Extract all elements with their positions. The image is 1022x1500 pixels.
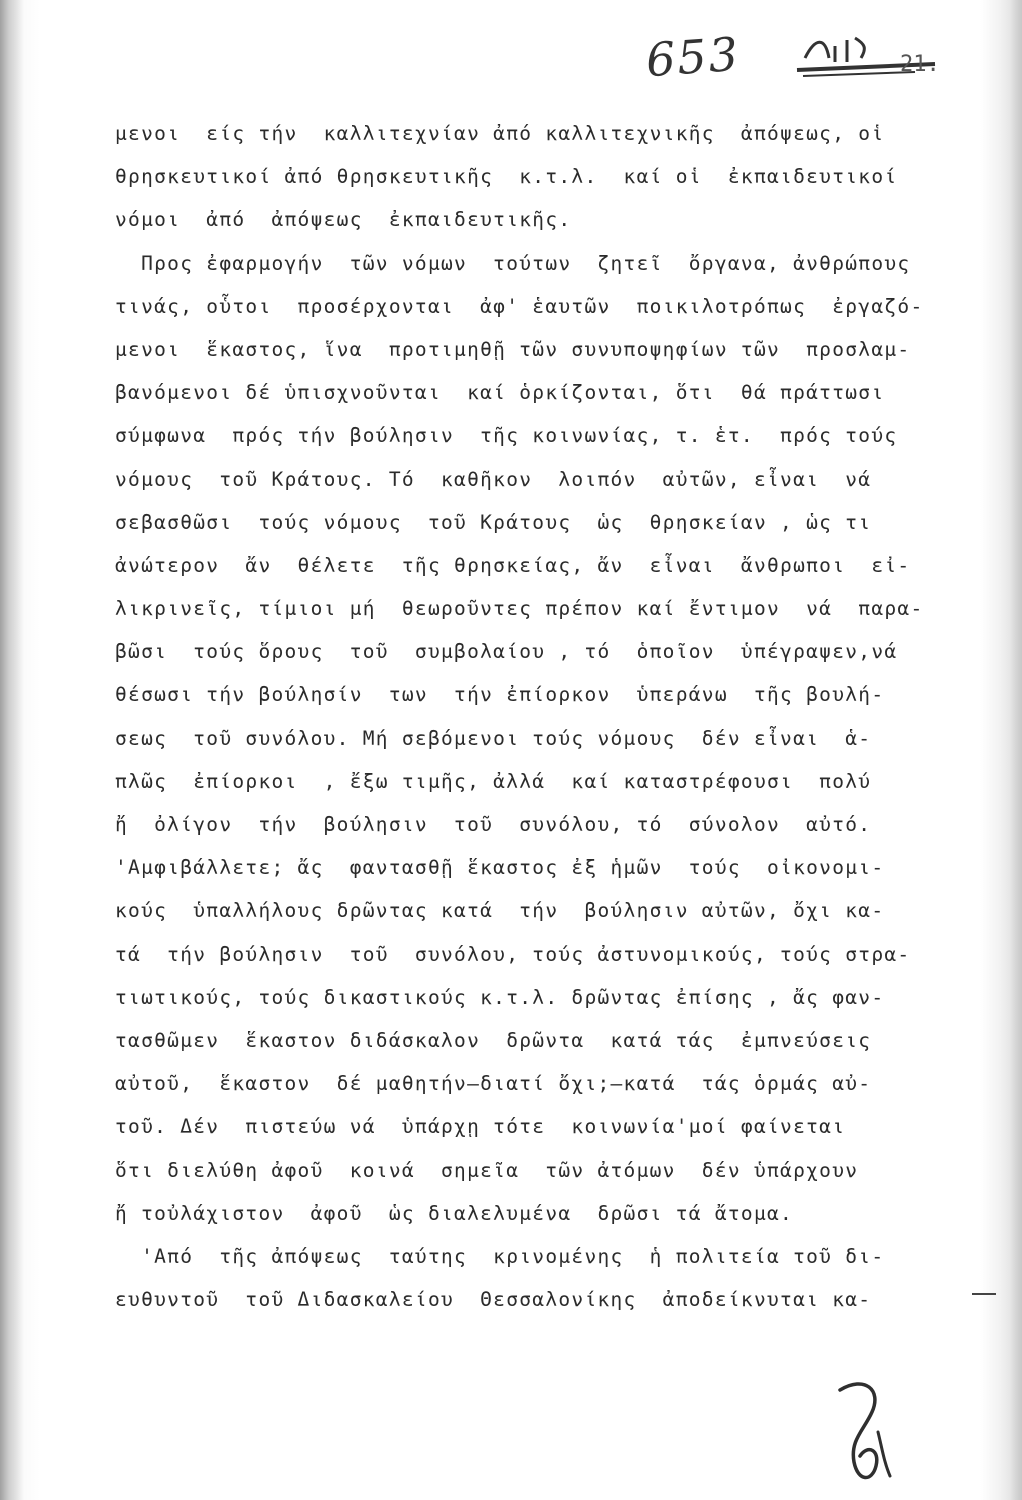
text-line: ὅτι διελύθη ἀφοῦ κοινά σημεῖα τῶν ἀτόμων δέν ὑπάρχουν	[115, 1158, 859, 1182]
text-line: τιωτικούς, τούς δικαστικούς κ.τ.λ. δρῶντας ἐπίσης , ἄς φαν-	[115, 985, 885, 1009]
handwritten-page-number: 653	[644, 26, 742, 88]
text-line: ἀνώτερον ἄν θέλετε τῆς θρησκείας, ἄν εἶναι ἄνθρωποι εἰ-	[115, 553, 911, 577]
text-line: σύμφωνα πρός τήν βούλησιν τῆς κοινωνίας, τ. ἑτ. πρός τούς	[115, 424, 898, 448]
text-line: ἤ τοὐλάχιστον ἀφοῦ ὡς διαλελυμένα δρῶσι τά ἄτομα.	[115, 1201, 794, 1225]
text-line: βῶσι τούς ὅρους τοῦ συμβολαίου , τό ὁποῖον ὑπέγραψεν,νά	[115, 640, 898, 664]
text-line: ἤ ὀλίγον τήν βούλησιν τοῦ συνόλου, τό σύνολον αὐτό.	[115, 813, 872, 836]
text-line: κούς ὑπαλλήλους δρῶντας κατά τήν βούλησιν αὐτῶν, ὄχι κα-	[115, 899, 885, 923]
text-line: Προς ἐφαρμογήν τῶν νόμων τούτων ζητεῖ ὄργανα, ἀνθρώπους	[115, 251, 911, 275]
text-line: μενοι είς τήν καλλιτεχνίαν ἀπό καλλιτεχνικῆς ἀπόψεως, οἱ	[115, 122, 885, 145]
handwritten-initials-signature	[820, 1370, 910, 1490]
scan-edge-right	[1010, 0, 1022, 1500]
text-line: λικρινεῖς, τίμιοι μή θεωροῦντες πρέπον καί ἔντιμον νά παρα-	[115, 597, 924, 621]
text-line: θέσωσι τήν βούλησίν των τήν ἐπίορκον ὑπεράνω τῆς βουλή-	[115, 683, 885, 707]
text-line: τά τήν βούλησιν τοῦ συνόλου, τούς ἀστυνομικούς, τούς στρα-	[115, 942, 911, 966]
typed-page-number: 21.	[900, 52, 940, 77]
text-line: θρησκευτικοί ἀπό θρησκευτικῆς κ.τ.λ. καί οἱ ἐκπαιδευτικοί	[115, 165, 898, 189]
text-line: νόμους τοῦ Κράτους. Τό καθῆκον λοιπόν αὐτῶν, εἶναι νά	[115, 467, 872, 491]
text-line: σεως τοῦ συνόλου. Μή σεβόμενοι τούς νόμους δέν εἶναι ἁ-	[115, 726, 872, 750]
text-line: αὐτοῦ, ἕκαστον δέ μαθητήν—διατί ὄχι;—κατά τάς ὁρμάς αὐ-	[115, 1072, 872, 1096]
typewritten-body	[115, 112, 995, 1321]
text-line: τινάς, οὗτοι προσέρχονται ἀφ' ἑαυτῶν ποικιλοτρόπως ἐργαζό-	[115, 294, 924, 318]
text-line: τασθῶμεν ἕκαστον διδάσκαλον δρῶντα κατά τάς ἐμπνεύσεις	[115, 1028, 872, 1052]
scan-edge-shadow	[0, 0, 24, 1500]
text-line: βανόμενοι δέ ὑπισχνοῦνται καί ὁρκίζονται, ὅτι θά πράττωσι	[115, 381, 885, 405]
text-line: σεβασθῶσι τούς νόμους τοῦ Κράτους ὡς θρησκείαν , ὡς τι	[115, 510, 872, 534]
text-line: πλῶς ἐπίορκοι , ἔξω τιμῆς, ἀλλά καί καταστρέφουσι πολύ	[115, 769, 872, 793]
text-line: 'Αμφιβάλλετε; ἄς φαντασθῇ ἕκαστος ἐξ ἡμῶν τούς οἰκονομι-	[115, 856, 885, 880]
text-line: ευθυντοῦ τοῦ Διδασκαλείου Θεσσαλονίκης ἀποδείκνυται κα-	[115, 1288, 872, 1312]
text-line: νόμοι ἀπό ἀπόψεως ἐκπαιδευτικῆς.	[115, 208, 572, 232]
text-line: 'Από τῆς ἀπόψεως ταύτης κρινομένης ἡ πολιτεία τοῦ δι-	[115, 1244, 885, 1268]
text-line: μενοι ἕκαστος, ἵνα προτιμηθῇ τῶν συνυποψηφίων τῶν προσλαμ-	[115, 337, 911, 361]
text-line: τοῦ. Δέν πιστεύω νά ὑπάρχῃ τότε κοινωνία'μοί φαίνεται	[115, 1115, 846, 1139]
continuation-dash	[972, 1293, 996, 1295]
